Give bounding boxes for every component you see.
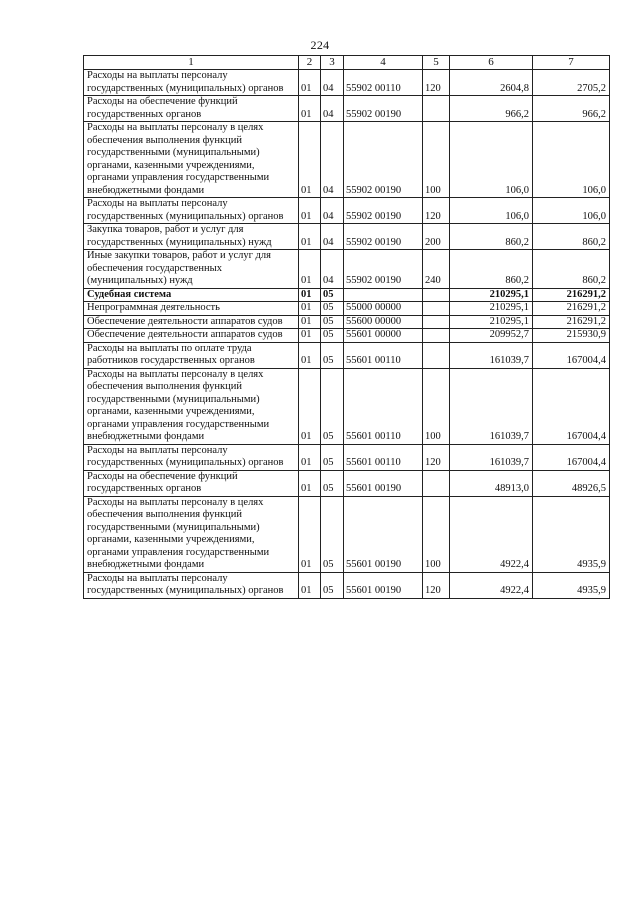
cell-section: 01 (299, 470, 321, 496)
cell-section: 01 (299, 122, 321, 198)
cell-section: 01 (299, 288, 321, 302)
cell-expense-type: 240 (423, 250, 450, 289)
cell-target-article: 55600 00000 (344, 315, 423, 329)
cell-name: Закупка товаров, работ и услуг для государственных (муниципальных) нужд (84, 224, 299, 250)
column-header: 4 (344, 56, 423, 70)
cell-amount-year1: 161039,7 (450, 368, 533, 444)
cell-amount-year1: 4922,4 (450, 572, 533, 598)
cell-amount-year2: 106,0 (533, 122, 610, 198)
column-header: 7 (533, 56, 610, 70)
cell-target-article: 55601 00110 (344, 444, 423, 470)
cell-amount-year2: 48926,5 (533, 470, 610, 496)
cell-section: 01 (299, 329, 321, 343)
budget-table (83, 55, 610, 599)
table-row (84, 329, 610, 343)
cell-amount-year1: 860,2 (450, 224, 533, 250)
cell-expense-type (423, 288, 450, 302)
cell-subsection: 04 (321, 198, 344, 224)
cell-subsection: 05 (321, 329, 344, 343)
cell-subsection: 05 (321, 572, 344, 598)
table-row (84, 122, 610, 198)
cell-amount-year2: 860,2 (533, 250, 610, 289)
cell-section: 01 (299, 342, 321, 368)
cell-subsection: 04 (321, 70, 344, 96)
cell-name: Расходы на выплаты персоналу государственных (муниципальных) органов (84, 444, 299, 470)
cell-expense-type: 120 (423, 198, 450, 224)
page-number: 224 (310, 38, 330, 52)
cell-name: Расходы на выплаты персоналу в целях обеспечения выполнения функций государственными (муниципальными) органами, казенными учреждениями, органами управления государственными внебюджетными фондами (84, 496, 299, 572)
cell-section: 01 (299, 224, 321, 250)
cell-expense-type: 200 (423, 224, 450, 250)
cell-amount-year2: 167004,4 (533, 368, 610, 444)
table-row (84, 572, 610, 598)
cell-amount-year1: 161039,7 (450, 342, 533, 368)
cell-target-article: 55902 00190 (344, 224, 423, 250)
cell-section: 01 (299, 250, 321, 289)
cell-subsection: 05 (321, 288, 344, 302)
cell-name: Иные закупки товаров, работ и услуг для обеспечения государственных (муниципальных) нужд (84, 250, 299, 289)
cell-section: 01 (299, 70, 321, 96)
cell-name: Расходы на выплаты персоналу в целях обеспечения выполнения функций государственными (муниципальными) органами, казенными учреждениями, органами управления государственными внебюджетными фондами (84, 368, 299, 444)
cell-amount-year1: 106,0 (450, 198, 533, 224)
cell-amount-year1: 210295,1 (450, 315, 533, 329)
cell-target-article: 55601 00190 (344, 470, 423, 496)
cell-subsection: 04 (321, 122, 344, 198)
cell-expense-type (423, 302, 450, 316)
cell-subsection: 05 (321, 315, 344, 329)
cell-section: 01 (299, 572, 321, 598)
cell-amount-year2: 216291,2 (533, 288, 610, 302)
column-header: 1 (84, 56, 299, 70)
cell-expense-type (423, 329, 450, 343)
cell-subsection: 04 (321, 96, 344, 122)
cell-section: 01 (299, 315, 321, 329)
table-body (84, 70, 610, 599)
cell-amount-year2: 167004,4 (533, 342, 610, 368)
cell-expense-type: 120 (423, 70, 450, 96)
cell-target-article: 55902 00190 (344, 96, 423, 122)
cell-expense-type: 100 (423, 496, 450, 572)
cell-subsection: 05 (321, 444, 344, 470)
cell-amount-year2: 4935,9 (533, 496, 610, 572)
cell-expense-type (423, 315, 450, 329)
cell-section: 01 (299, 444, 321, 470)
cell-amount-year1: 966,2 (450, 96, 533, 122)
cell-amount-year2: 167004,4 (533, 444, 610, 470)
cell-target-article: 55902 00190 (344, 250, 423, 289)
cell-amount-year1: 209952,7 (450, 329, 533, 343)
cell-name: Обеспечение деятельности аппаратов судов (84, 329, 299, 343)
table-row (84, 250, 610, 289)
cell-amount-year2: 860,2 (533, 224, 610, 250)
cell-section: 01 (299, 198, 321, 224)
table-header-row (84, 56, 610, 70)
column-header: 2 (299, 56, 321, 70)
cell-amount-year1: 2604,8 (450, 70, 533, 96)
cell-target-article: 55601 00190 (344, 572, 423, 598)
cell-name: Судебная система (84, 288, 299, 302)
cell-subsection: 05 (321, 302, 344, 316)
cell-subsection: 04 (321, 224, 344, 250)
table-row (84, 96, 610, 122)
cell-expense-type: 100 (423, 368, 450, 444)
cell-name: Непрограммная деятельность (84, 302, 299, 316)
table-row (84, 470, 610, 496)
cell-target-article: 55902 00110 (344, 70, 423, 96)
cell-amount-year2: 966,2 (533, 96, 610, 122)
cell-target-article: 55601 00190 (344, 496, 423, 572)
cell-name: Расходы на выплаты по оплате труда работников государственных органов (84, 342, 299, 368)
cell-name: Расходы на выплаты персоналу государственных (муниципальных) органов (84, 70, 299, 96)
cell-subsection: 05 (321, 496, 344, 572)
column-header: 6 (450, 56, 533, 70)
cell-amount-year2: 215930,9 (533, 329, 610, 343)
cell-target-article: 55601 00110 (344, 342, 423, 368)
table-row (84, 198, 610, 224)
cell-amount-year1: 210295,1 (450, 288, 533, 302)
cell-amount-year2: 216291,2 (533, 302, 610, 316)
cell-subsection: 05 (321, 470, 344, 496)
cell-target-article: 55902 00190 (344, 198, 423, 224)
cell-section: 01 (299, 302, 321, 316)
cell-amount-year1: 161039,7 (450, 444, 533, 470)
cell-target-article: 55000 00000 (344, 302, 423, 316)
cell-amount-year1: 4922,4 (450, 496, 533, 572)
cell-expense-type (423, 470, 450, 496)
cell-name: Расходы на выплаты персоналу государственных (муниципальных) органов (84, 198, 299, 224)
cell-subsection: 04 (321, 250, 344, 289)
column-header: 5 (423, 56, 450, 70)
cell-target-article: 55902 00190 (344, 122, 423, 198)
cell-amount-year1: 48913,0 (450, 470, 533, 496)
cell-amount-year2: 2705,2 (533, 70, 610, 96)
cell-name: Расходы на выплаты персоналу государственных (муниципальных) органов (84, 572, 299, 598)
table-row (84, 70, 610, 96)
cell-subsection: 05 (321, 342, 344, 368)
cell-expense-type: 100 (423, 122, 450, 198)
cell-name: Расходы на обеспечение функций государственных органов (84, 96, 299, 122)
cell-section: 01 (299, 96, 321, 122)
cell-amount-year1: 210295,1 (450, 302, 533, 316)
table-row (84, 496, 610, 572)
table-row (84, 342, 610, 368)
table-row (84, 368, 610, 444)
cell-amount-year2: 216291,2 (533, 315, 610, 329)
cell-expense-type: 120 (423, 572, 450, 598)
cell-amount-year2: 106,0 (533, 198, 610, 224)
cell-expense-type (423, 342, 450, 368)
cell-target-article (344, 288, 423, 302)
cell-expense-type: 120 (423, 444, 450, 470)
cell-section: 01 (299, 496, 321, 572)
cell-expense-type (423, 96, 450, 122)
table-row (84, 224, 610, 250)
cell-amount-year1: 106,0 (450, 122, 533, 198)
table-row (84, 302, 610, 316)
cell-name: Расходы на обеспечение функций государственных органов (84, 470, 299, 496)
table-row (84, 444, 610, 470)
cell-target-article: 55601 00110 (344, 368, 423, 444)
column-header: 3 (321, 56, 344, 70)
table-row (84, 315, 610, 329)
cell-subsection: 05 (321, 368, 344, 444)
cell-name: Расходы на выплаты персоналу в целях обеспечения выполнения функций государственными (муниципальными) органами, казенными учреждениями, органами управления государственными внебюджетными фондами (84, 122, 299, 198)
cell-section: 01 (299, 368, 321, 444)
table-row (84, 288, 610, 302)
cell-amount-year2: 4935,9 (533, 572, 610, 598)
cell-amount-year1: 860,2 (450, 250, 533, 289)
cell-name: Обеспечение деятельности аппаратов судов (84, 315, 299, 329)
cell-target-article: 55601 00000 (344, 329, 423, 343)
